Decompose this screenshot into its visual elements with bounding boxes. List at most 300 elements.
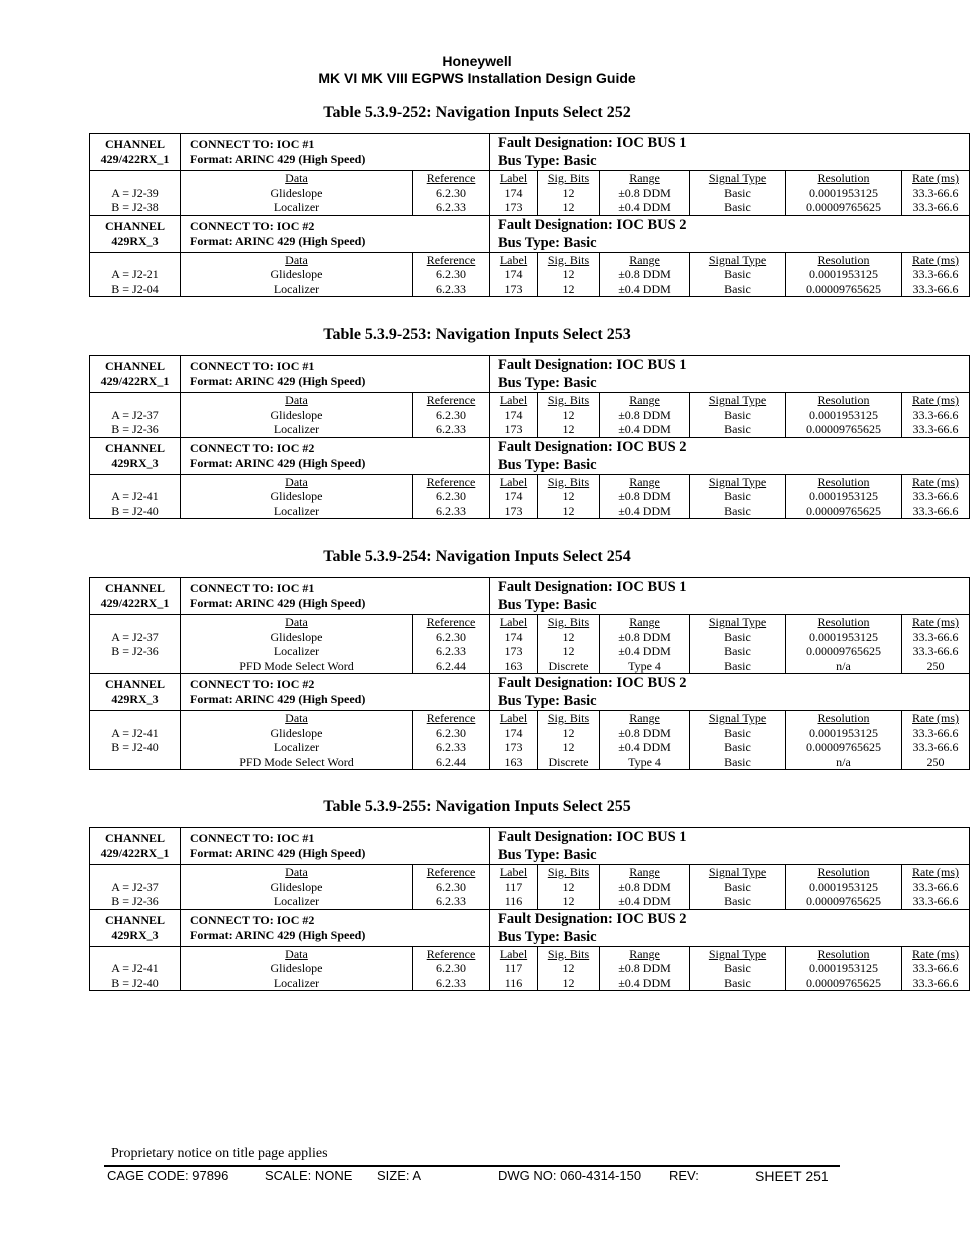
signal-type-value: Basic (724, 200, 751, 214)
data-column (181, 615, 413, 674)
reference-header: Reference (426, 252, 476, 267)
data-column (181, 393, 413, 438)
sig-bits-value: 12 (562, 185, 575, 200)
label-value: 117 (504, 961, 523, 975)
reference-value: 6.2.44 (436, 658, 466, 673)
pin-assignment: B = J2-04 (111, 281, 159, 296)
resolution-value: 0.00009765625 (806, 281, 882, 296)
drawing-number: DWG NO: 060-4314-150 (498, 1168, 642, 1183)
pin-cell (90, 474, 181, 519)
range-header: Range (629, 474, 660, 489)
signal-type-value: Basic (724, 740, 751, 754)
pin-cell (90, 393, 181, 438)
sig-bits-value: 12 (562, 879, 575, 894)
signal-type-value: Basic (724, 407, 751, 422)
rate-header: Rate (ms) (912, 865, 960, 879)
range-value: ±0.8 DDM (618, 185, 671, 200)
reference-value: 6.2.30 (436, 629, 466, 644)
bus-format: Format: ARINC 429 (High Speed) (190, 233, 366, 248)
channel-cell (90, 578, 181, 615)
label-value: 174 (504, 185, 523, 200)
signal-data-row (90, 711, 970, 770)
signal-data-row (90, 171, 970, 216)
range-header: Range (629, 865, 660, 879)
bus-format: Format: ARINC 429 (High Speed) (190, 374, 366, 388)
document-title: MK VI MK VIII EGPWS Installation Design Guide (318, 70, 636, 86)
navigation-inputs-table (89, 355, 970, 519)
connect-cell (181, 134, 490, 171)
reference-column (413, 865, 490, 910)
signal-type-header: Signal Type (708, 393, 767, 407)
channel-cell (90, 674, 181, 711)
sig-bits-header: Sig. Bits (547, 252, 590, 267)
bus-format: Format: ARINC 429 (High Speed) (190, 455, 366, 470)
rate-value: 33.3-66.6 (912, 644, 959, 658)
data-value: PFD Mode Select Word (239, 754, 354, 769)
fault-designation: Fault Designation: IOC BUS 1 (498, 135, 687, 151)
range-value: Type 4 (628, 658, 661, 673)
footer-rule (104, 1165, 840, 1167)
navigation-inputs-table (89, 577, 970, 770)
label-value: 174 (504, 407, 523, 422)
reference-header: Reference (426, 946, 476, 961)
data-value: Localizer (273, 200, 320, 214)
pin-assignment: B = J2-36 (111, 644, 159, 658)
resolution-value: 0.0001953125 (809, 489, 879, 503)
pin-assignment: B = J2-36 (111, 894, 159, 908)
range-value: ±0.8 DDM (618, 961, 671, 975)
range-value: ±0.4 DDM (618, 894, 671, 908)
label-column (490, 252, 538, 297)
fault-cell (490, 828, 970, 865)
signal-type-header: Signal Type (708, 711, 767, 725)
signal-type-column (690, 865, 786, 910)
range-column (600, 474, 690, 519)
label-value: 116 (504, 894, 523, 908)
bus-format: Format: ARINC 429 (High Speed) (190, 596, 366, 610)
label-value: 117 (504, 879, 523, 894)
signal-type-header: Signal Type (708, 474, 767, 489)
channel-id: 429/422RX_1 (100, 596, 170, 610)
data-value: Localizer (273, 422, 320, 436)
rate-value: 33.3-66.6 (912, 725, 959, 740)
reference-column (413, 615, 490, 674)
reference-header: Reference (426, 865, 476, 879)
signal-data-row (90, 474, 970, 519)
fault-designation: Fault Designation: IOC BUS 1 (498, 829, 687, 845)
signal-type-value: Basic (724, 894, 751, 908)
scale: SCALE: NONE (265, 1168, 353, 1183)
company-name: Honeywell (442, 53, 512, 69)
pin-assignment: A = J2-41 (111, 725, 159, 740)
label-header: Label (499, 474, 528, 489)
pin-assignment: A = J2-37 (111, 879, 159, 894)
resolution-value: 0.0001953125 (809, 267, 879, 281)
pin-cell (90, 946, 181, 991)
data-value: Localizer (273, 281, 320, 296)
pin-assignment: B = J2-38 (111, 200, 159, 214)
data-value: Localizer (273, 644, 320, 658)
proprietary-notice: Proprietary notice on title page applies (111, 1146, 328, 1161)
reference-column (413, 252, 490, 297)
channel-cell (90, 828, 181, 865)
reference-value: 6.2.33 (436, 422, 466, 436)
signal-type-header: Signal Type (708, 171, 767, 185)
reference-column (413, 171, 490, 216)
resolution-value: 0.00009765625 (806, 740, 882, 754)
table-title: Table 5.3.9-255: Navigation Inputs Select 255 (323, 798, 631, 815)
sig-bits-header: Sig. Bits (547, 946, 590, 961)
sig-bits-value: 12 (562, 740, 575, 754)
sig-bits-value: Discrete (548, 754, 589, 769)
sig-bits-value: 12 (562, 200, 575, 214)
connect-cell (181, 356, 490, 393)
label-value: 174 (504, 489, 523, 503)
fault-designation: Fault Designation: IOC BUS 1 (498, 579, 687, 595)
table-title: Table 5.3.9-254: Navigation Inputs Select 254 (323, 548, 631, 565)
reference-value: 6.2.33 (436, 894, 466, 908)
reference-value: 6.2.44 (436, 754, 466, 769)
rate-column (902, 946, 970, 991)
connect-to: CONNECT TO: IOC #2 (190, 218, 315, 233)
signal-data-row (90, 865, 970, 910)
signal-type-column (690, 474, 786, 519)
label-value: 174 (504, 629, 523, 644)
navigation-inputs-table (89, 827, 970, 991)
signal-type-header: Signal Type (708, 252, 767, 267)
label-header: Label (499, 615, 528, 629)
label-column (490, 946, 538, 991)
sheet-number: SHEET 251 (755, 1168, 829, 1184)
range-header: Range (629, 393, 660, 407)
resolution-column (786, 252, 902, 297)
resolution-column (786, 171, 902, 216)
rate-value: 33.3-66.6 (912, 422, 959, 436)
resolution-value: 0.00009765625 (806, 503, 882, 518)
reference-value: 6.2.30 (436, 185, 466, 200)
range-value: ±0.8 DDM (618, 725, 671, 740)
reference-value: 6.2.30 (436, 961, 466, 975)
channel-id: 429/422RX_1 (100, 374, 170, 388)
resolution-column (786, 865, 902, 910)
range-column (600, 393, 690, 438)
data-header: Data (285, 171, 308, 185)
resolution-column (786, 393, 902, 438)
rate-column (902, 393, 970, 438)
signal-type-column (690, 171, 786, 216)
pin-assignment: B = J2-40 (111, 975, 159, 990)
channel-header-row (90, 828, 970, 865)
label-value: 116 (504, 975, 523, 990)
resolution-header: Resolution (817, 393, 870, 407)
rate-value: 33.3-66.6 (912, 185, 959, 200)
sig-bits-value: 12 (562, 422, 575, 436)
data-value: PFD Mode Select Word (239, 658, 354, 673)
range-value: ±0.4 DDM (618, 422, 671, 436)
sig-bits-value: 12 (562, 407, 575, 422)
pin-assignment: A = J2-37 (111, 407, 159, 422)
label-value: 173 (504, 503, 523, 518)
signal-data-row (90, 252, 970, 297)
resolution-column (786, 946, 902, 991)
label-value: 174 (504, 267, 523, 281)
channel-id: 429RX_3 (111, 233, 159, 248)
data-header: Data (285, 615, 308, 629)
bus-format: Format: ARINC 429 (High Speed) (190, 846, 366, 860)
bus-format: Format: ARINC 429 (High Speed) (190, 152, 366, 166)
data-value: Glideslope (270, 185, 323, 200)
signal-type-value: Basic (724, 489, 751, 503)
sig-bits-column (538, 865, 600, 910)
sig-bits-value: 12 (562, 961, 575, 975)
rate-value: 33.3-66.6 (912, 629, 959, 644)
bus-type: Bus Type: Basic (498, 375, 597, 391)
range-value: ±0.4 DDM (618, 644, 671, 658)
sig-bits-header: Sig. Bits (547, 393, 590, 407)
connect-cell (181, 437, 490, 474)
resolution-header: Resolution (817, 865, 870, 879)
pin-assignment: B = J2-40 (111, 740, 159, 754)
signal-type-value: Basic (724, 754, 751, 769)
connect-cell (181, 828, 490, 865)
reference-column (413, 474, 490, 519)
rate-value: 33.3-66.6 (912, 200, 959, 214)
connect-to: CONNECT TO: IOC #1 (190, 359, 315, 373)
signal-type-column (690, 252, 786, 297)
table-title: Table 5.3.9-253: Navigation Inputs Select 253 (323, 326, 631, 343)
signal-type-value: Basic (724, 644, 751, 658)
resolution-header: Resolution (817, 171, 870, 185)
sig-bits-value: 12 (562, 725, 575, 740)
fault-designation: Fault Designation: IOC BUS 1 (498, 357, 687, 373)
range-value: ±0.4 DDM (618, 503, 671, 518)
resolution-value: 0.0001953125 (809, 629, 879, 644)
label-column (490, 474, 538, 519)
pin-cell (90, 615, 181, 674)
resolution-value: 0.00009765625 (806, 975, 882, 990)
signal-type-value: Basic (724, 185, 751, 200)
label-column (490, 711, 538, 770)
rate-column (902, 474, 970, 519)
reference-value: 6.2.33 (436, 740, 466, 754)
fault-designation: Fault Designation: IOC BUS 2 (498, 216, 687, 233)
range-header: Range (629, 171, 660, 185)
resolution-value: n/a (836, 754, 851, 769)
channel-header-row (90, 356, 970, 393)
resolution-column (786, 615, 902, 674)
reference-value: 6.2.30 (436, 879, 466, 894)
data-column (181, 711, 413, 770)
channel-cell (90, 909, 181, 946)
reference-value: 6.2.33 (436, 644, 466, 658)
label-header: Label (499, 252, 528, 267)
label-header: Label (499, 865, 528, 879)
resolution-value: 0.00009765625 (806, 894, 882, 908)
signal-type-value: Basic (724, 629, 751, 644)
signal-type-value: Basic (724, 961, 751, 975)
resolution-header: Resolution (817, 252, 870, 267)
rate-value: 33.3-66.6 (912, 894, 959, 908)
signal-type-value: Basic (724, 975, 751, 990)
data-value: Glideslope (270, 629, 323, 644)
rate-value: 33.3-66.6 (912, 407, 959, 422)
data-value: Glideslope (270, 961, 323, 975)
rate-value: 33.3-66.6 (912, 740, 959, 754)
signal-type-value: Basic (724, 281, 751, 296)
pin-assignment: A = J2-21 (111, 267, 159, 281)
pin-cell (90, 865, 181, 910)
data-header: Data (285, 711, 308, 725)
channel-label: CHANNEL (104, 831, 165, 845)
rate-header: Rate (ms) (912, 171, 960, 185)
label-value: 163 (504, 754, 523, 769)
data-value: Glideslope (270, 725, 323, 740)
range-header: Range (629, 252, 660, 267)
connect-cell (181, 674, 490, 711)
reference-value: 6.2.33 (436, 975, 466, 990)
resolution-value: 0.00009765625 (806, 200, 882, 214)
signal-data-row (90, 615, 970, 674)
data-column (181, 946, 413, 991)
channel-header-row (90, 134, 970, 171)
reference-value: 6.2.33 (436, 281, 466, 296)
resolution-value: 0.0001953125 (809, 961, 879, 975)
sig-bits-value: 12 (562, 644, 575, 658)
rate-header: Rate (ms) (912, 252, 960, 267)
resolution-header: Resolution (817, 711, 870, 725)
fault-cell (490, 356, 970, 393)
connect-cell (181, 909, 490, 946)
range-value: ±0.8 DDM (618, 629, 671, 644)
resolution-column (786, 474, 902, 519)
signal-type-column (690, 615, 786, 674)
range-value: Type 4 (628, 754, 661, 769)
range-value: ±0.4 DDM (618, 200, 671, 214)
reference-header: Reference (426, 711, 476, 725)
channel-label: CHANNEL (104, 912, 165, 927)
range-column (600, 946, 690, 991)
data-column (181, 865, 413, 910)
sig-bits-column (538, 252, 600, 297)
fault-cell (490, 578, 970, 615)
range-value: ±0.4 DDM (618, 740, 671, 754)
pin-cell (90, 711, 181, 770)
sig-bits-value: 12 (562, 975, 575, 990)
revision: REV: (669, 1168, 699, 1183)
connect-to: CONNECT TO: IOC #2 (190, 677, 315, 691)
channel-cell (90, 356, 181, 393)
rate-value: 33.3-66.6 (912, 879, 959, 894)
resolution-header: Resolution (817, 474, 870, 489)
navigation-inputs-table (89, 133, 970, 297)
pin-cell (90, 171, 181, 216)
label-value: 173 (504, 740, 523, 754)
sig-bits-header: Sig. Bits (547, 711, 590, 725)
channel-id: 429RX_3 (111, 692, 159, 706)
rate-column (902, 615, 970, 674)
sig-bits-value: 12 (562, 894, 575, 908)
connect-cell (181, 578, 490, 615)
label-value: 174 (504, 725, 523, 740)
range-value: ±0.8 DDM (618, 489, 671, 503)
label-value: 173 (504, 281, 523, 296)
label-column (490, 393, 538, 438)
size: SIZE: A (377, 1168, 422, 1183)
pin-assignment: B = J2-36 (111, 422, 159, 436)
channel-header-row (90, 578, 970, 615)
bus-type: Bus Type: Basic (498, 847, 597, 863)
label-value: 173 (504, 644, 523, 658)
channel-id: 429RX_3 (111, 927, 159, 942)
fault-cell (490, 215, 970, 252)
resolution-value: 0.0001953125 (809, 185, 879, 200)
range-header: Range (629, 615, 660, 629)
label-value: 173 (504, 200, 523, 214)
channel-label: CHANNEL (104, 677, 165, 691)
data-header: Data (285, 946, 308, 961)
connect-cell (181, 215, 490, 252)
reference-value: 6.2.30 (436, 407, 466, 422)
reference-value: 6.2.30 (436, 267, 466, 281)
table-title: Table 5.3.9-252: Navigation Inputs Select 252 (323, 104, 631, 121)
label-header: Label (499, 711, 528, 725)
rate-value: 33.3-66.6 (912, 975, 959, 990)
rate-column (902, 171, 970, 216)
bus-type: Bus Type: Basic (498, 928, 597, 945)
pin-assignment: A = J2-41 (111, 961, 159, 975)
signal-type-value: Basic (724, 267, 751, 281)
connect-to: CONNECT TO: IOC #2 (190, 912, 315, 927)
range-value: ±0.4 DDM (618, 975, 671, 990)
label-column (490, 615, 538, 674)
data-value: Glideslope (270, 879, 323, 894)
sig-bits-header: Sig. Bits (547, 615, 590, 629)
pin-assignment: A = J2-39 (111, 185, 159, 200)
rate-column (902, 252, 970, 297)
fault-cell (490, 134, 970, 171)
reference-value: 6.2.33 (436, 200, 466, 214)
reference-header: Reference (426, 171, 476, 185)
rate-header: Rate (ms) (912, 393, 960, 407)
rate-header: Rate (ms) (912, 474, 960, 489)
resolution-value: n/a (836, 658, 851, 673)
range-value: ±0.8 DDM (618, 407, 671, 422)
range-value: ±0.8 DDM (618, 879, 671, 894)
sig-bits-value: 12 (562, 629, 575, 644)
pin-assignment: B = J2-40 (111, 503, 159, 518)
reference-value: 6.2.30 (436, 725, 466, 740)
signal-type-value: Basic (724, 422, 751, 436)
reference-column (413, 946, 490, 991)
channel-cell (90, 215, 181, 252)
channel-id: 429/422RX_1 (100, 152, 170, 166)
channel-header-row (90, 674, 970, 711)
rate-header: Rate (ms) (912, 946, 960, 961)
bus-type: Bus Type: Basic (498, 456, 597, 473)
resolution-value: 0.0001953125 (809, 407, 879, 422)
rate-column (902, 865, 970, 910)
signal-type-column (690, 946, 786, 991)
resolution-value: 0.00009765625 (806, 644, 882, 658)
sig-bits-value: Discrete (548, 658, 589, 673)
data-value: Glideslope (270, 489, 323, 503)
fault-cell (490, 674, 970, 711)
data-header: Data (285, 252, 308, 267)
data-value: Localizer (273, 975, 320, 990)
signal-data-row (90, 393, 970, 438)
bus-type: Bus Type: Basic (498, 234, 597, 251)
signal-type-value: Basic (724, 658, 751, 673)
